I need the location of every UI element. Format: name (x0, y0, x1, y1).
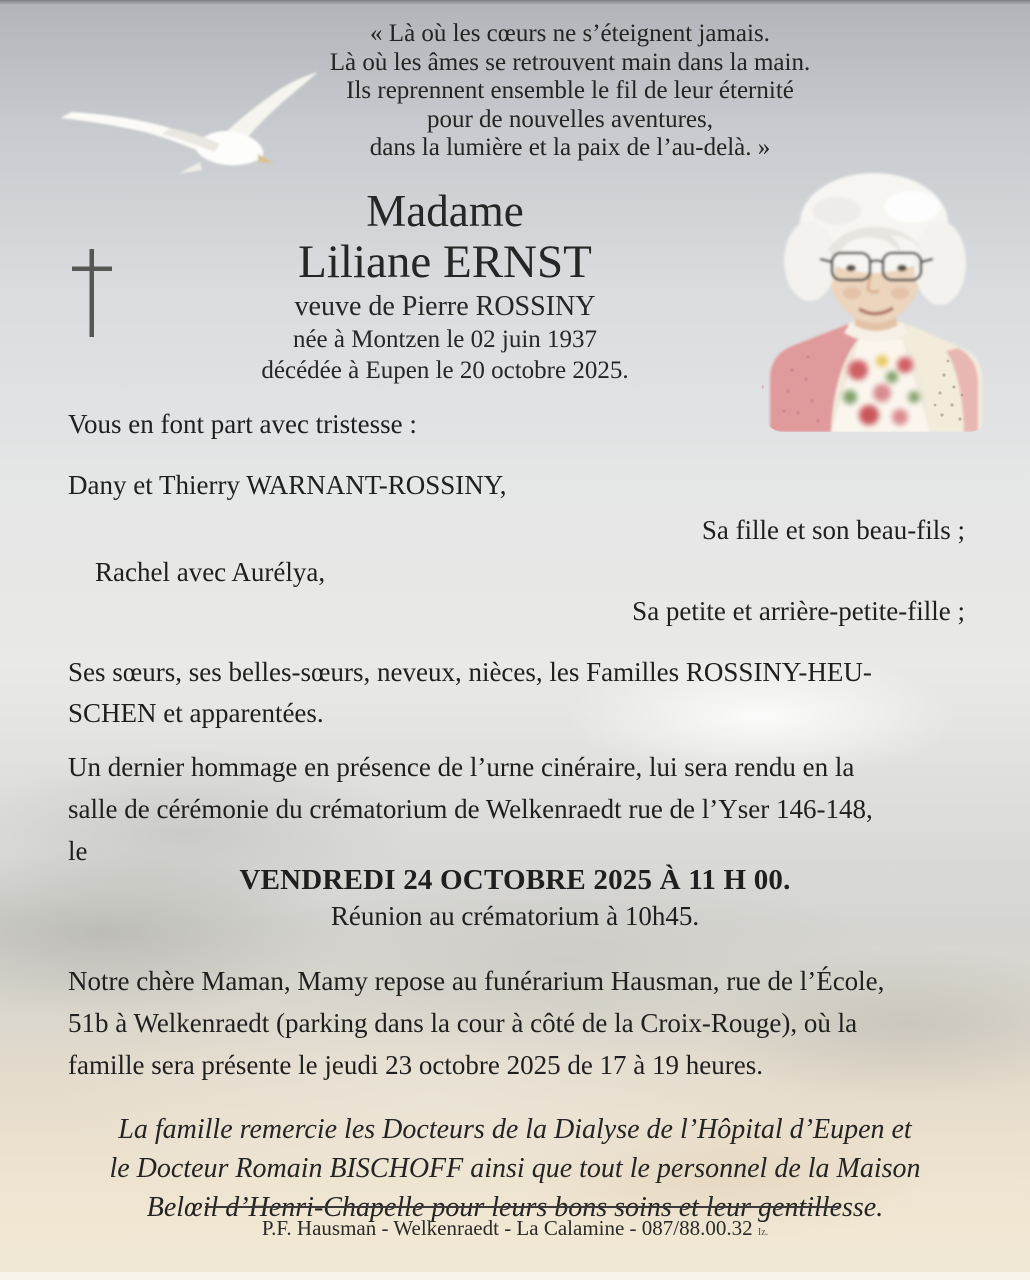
funeral-home-footer (0, 1216, 1030, 1241)
portrait-eye-left (846, 265, 856, 272)
thanks-line-3: Belœil d’Henri-Chapelle pour leurs bons soins et leur gentillesse. (146, 1192, 884, 1223)
deceased-block (145, 186, 745, 386)
deceased-birth: née à Montzen le 02 juin 1937 (292, 326, 598, 353)
scan-edge-top (0, 0, 1030, 5)
footer-divider (205, 1206, 841, 1208)
quote-line-2: Là où les âmes se retrouvent main dans la main. (329, 48, 811, 76)
funeral-home-info: P.F. Hausman - Welkenraedt - La Calamine - 087/88.00.32 (261, 1216, 753, 1240)
family-relation-1: Sa fille et son beau-fils ; (701, 515, 965, 545)
repose-paragraph (68, 960, 998, 1086)
deceased-name: Liliane ERNST (298, 236, 592, 288)
ceremony-line-1: Un dernier hommage en présence de l’urne cinéraire, lui sera rendu en la (68, 752, 855, 782)
thanks-line-1: La famille remercie les Docteurs de la Dialyse de l’Hôpital d’Eupen et (118, 1114, 912, 1145)
portrait-eye-right (897, 265, 907, 272)
scan-edge-bottom (0, 1272, 1030, 1280)
family-relation-2: Sa petite et arrière-petite-fille ; (632, 596, 965, 626)
thanks-paragraph (0, 1110, 1030, 1227)
other-family-line-1: Ses sœurs, ses belles-sœurs, neveux, nièces, les Familles ROSSINY-HEU- (68, 657, 872, 687)
repose-line-3: famille sera présente le jeudi 23 octobre 2025 de 17 à 19 heures. (68, 1050, 763, 1080)
memorial-quote (240, 20, 900, 163)
quote-line-5: dans la lumière et la paix de l’au-delà. » (369, 134, 771, 161)
ceremony-paragraph (68, 746, 998, 872)
family-names-2: Rachel avec Aurélya, (95, 557, 326, 587)
announcement-intro: Vous en font part avec tristesse : (68, 409, 417, 439)
printer-mark: Iz. (757, 1227, 769, 1238)
ceremony-line-3: le (68, 836, 88, 866)
deceased-title: Madame (366, 186, 524, 236)
ceremony-date: VENDREDI 24 OCTOBRE 2025 À 11 H 00. (239, 864, 791, 896)
ceremony-meeting: Réunion au crématorium à 10h45. (330, 901, 700, 931)
family-names-1: Dany et Thierry WARNANT-ROSSINY, (68, 470, 507, 500)
repose-line-2: 51b à Welkenraedt (parking dans la cour à côté de la Croix-Rouge), où la (68, 1008, 858, 1038)
deceased-death: décédée à Eupen le 20 octobre 2025. (261, 357, 629, 384)
thanks-line-2: le Docteur Romain BISCHOFF ainsi que tout le personnel de la Maison (109, 1153, 921, 1184)
portrait-photo (762, 165, 990, 432)
deceased-widow-of: veuve de Pierre ROSSINY (294, 291, 596, 322)
other-family (68, 652, 998, 734)
cross-icon (70, 245, 116, 341)
quote-line-4: pour de nouvelles aventures, (426, 105, 714, 133)
ceremony-line-2: salle de cérémonie du crématorium de Welkenraedt rue de l’Yser 146-148, (68, 794, 873, 824)
quote-line-3: Ils reprennent ensemble le fil de leur éternité (346, 77, 794, 104)
repose-line-1: Notre chère Maman, Mamy repose au funérarium Hausman, rue de l’École, (68, 966, 885, 996)
other-family-line-2: SCHEN et apparentées. (68, 698, 324, 728)
quote-line-1: « Là où les cœurs ne s’éteignent jamais. (370, 20, 770, 47)
